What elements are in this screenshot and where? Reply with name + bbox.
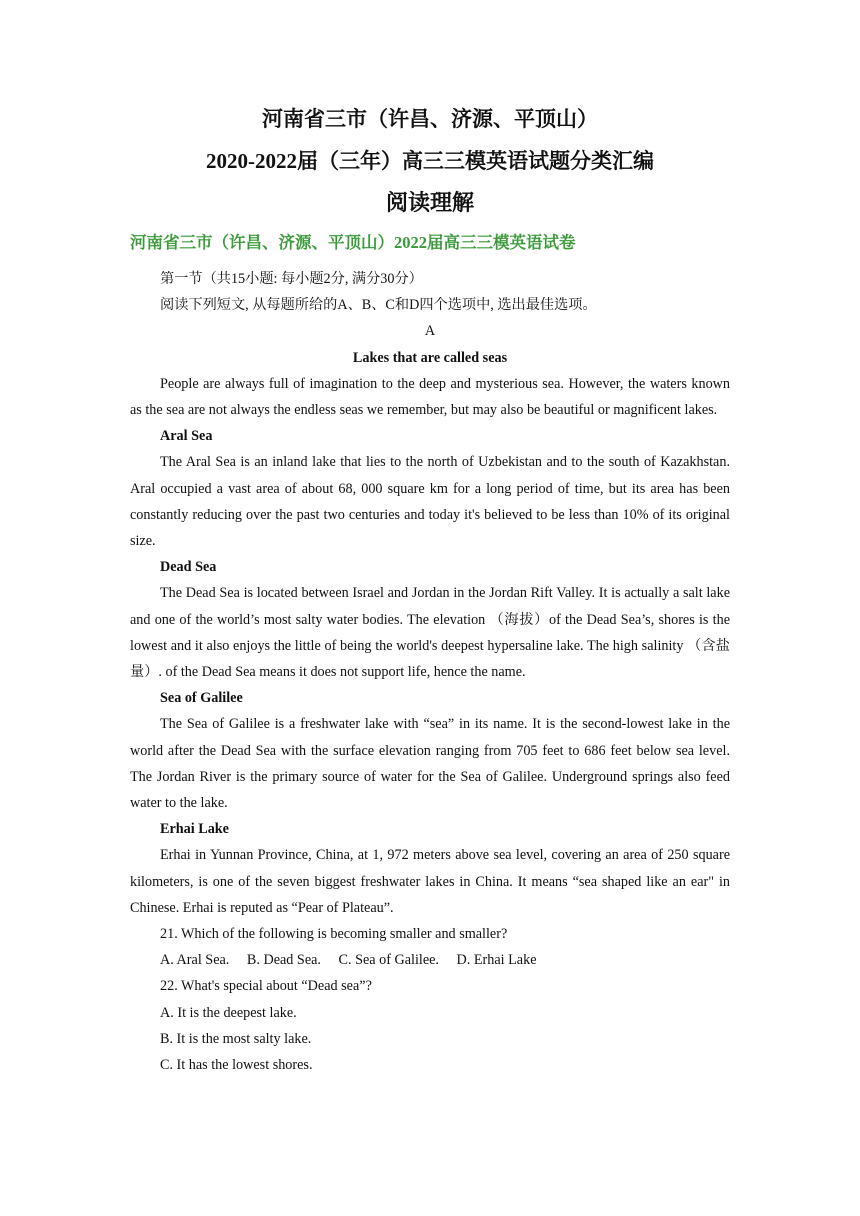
question-21-option-b: B. Dead Sea. [246, 952, 321, 969]
passage-letter: A [424, 323, 436, 340]
title-line-2: 2020-2022届（三年）高三三模英语试题分类汇编 [206, 149, 654, 173]
question-21-option-a: A. Aral Sea. [160, 952, 230, 969]
instruction-line-2: 阅读下列短文, 从每题所给的A、B、C和D四个选项中, 选出最佳选项。 [160, 297, 597, 314]
instruction-line-1: 第一节（共15小题: 每小题2分, 满分30分） [160, 271, 423, 287]
passage-title: Lakes that are called seas [352, 349, 508, 366]
question-22-option-a: A. It is the deepest lake. [160, 1004, 297, 1021]
title-line-3: 阅读理解 [385, 190, 474, 215]
lake-heading-aral: Aral Sea [160, 428, 213, 445]
question-22-option-b: B. It is the most salty lake. [160, 1030, 312, 1047]
title-line-1: 河南省三市（许昌、济源、平顶山） [262, 107, 598, 131]
lake-text-aral: The Aral Sea is an inland lake that lies to the north of Uzbekistan and to the south of Kazakhstan. Aral occupied a vast area of about 68, 000 square km for a long period of time, but its area has been constantly reducing over the past two centuries and today it's believed to be less than 10% of its original size. [130, 454, 730, 550]
question-21-stem: 21. Which of the following is becoming smaller and smaller? [160, 926, 508, 943]
question-22-option-c: C. It has the lowest shores. [160, 1057, 313, 1074]
document-body [130, 266, 730, 1078]
section-heading: 河南省三市（许昌、济源、平顶山）2022届高三三模英语试卷 [130, 233, 576, 252]
lake-heading-dead-sea: Dead Sea [160, 559, 217, 576]
question-21-option-d: D. Erhai Lake [456, 952, 537, 969]
lake-heading-galilee: Sea of Galilee [160, 690, 243, 707]
lake-text-galilee: The Sea of Galilee is a freshwater lake with “sea” in its name. It is the second-lowest lake in the world after the Dead Sea with the surface elevation ranging from 705 feet to 686 feet below sea level. The Jordan River is the primary source of water for the Sea of Galilee. Underground springs also feed water to the lake. [130, 716, 730, 812]
lake-heading-erhai: Erhai Lake [160, 821, 229, 838]
passage-intro: People are always full of imagination to the deep and mysterious sea. However, the waters known as the sea are not always the endless seas we remember, but may also be beautiful or magnificent lakes. [130, 375, 730, 419]
lake-text-dead-sea: The Dead Sea is located between Israel and Jordan in the Jordan Rift Valley. It is actually a salt lake and one of the world’s most salty water bodies. The elevation （海拔）of the Dead Sea’s, shores is the lowest and it also enjoys the little of being the world's deepest hypersaline lake. The high salinity （含盐量）. of the Dead Sea means it does not support life, hence the name. [130, 585, 730, 681]
lake-text-erhai: Erhai in Yunnan Province, China, at 1, 972 meters above sea level, covering an area of 250 square kilometers, is one of the seven biggest freshwater lakes in China. It means “sea shaped like an ear" in Chinese. Erhai is reputed as “Pear of Plateau”. [130, 847, 730, 916]
question-22-stem: 22. What's special about “Dead sea”? [160, 978, 372, 995]
question-21-options [130, 947, 730, 973]
question-21-option-c: C. Sea of Galilee. [338, 952, 439, 969]
